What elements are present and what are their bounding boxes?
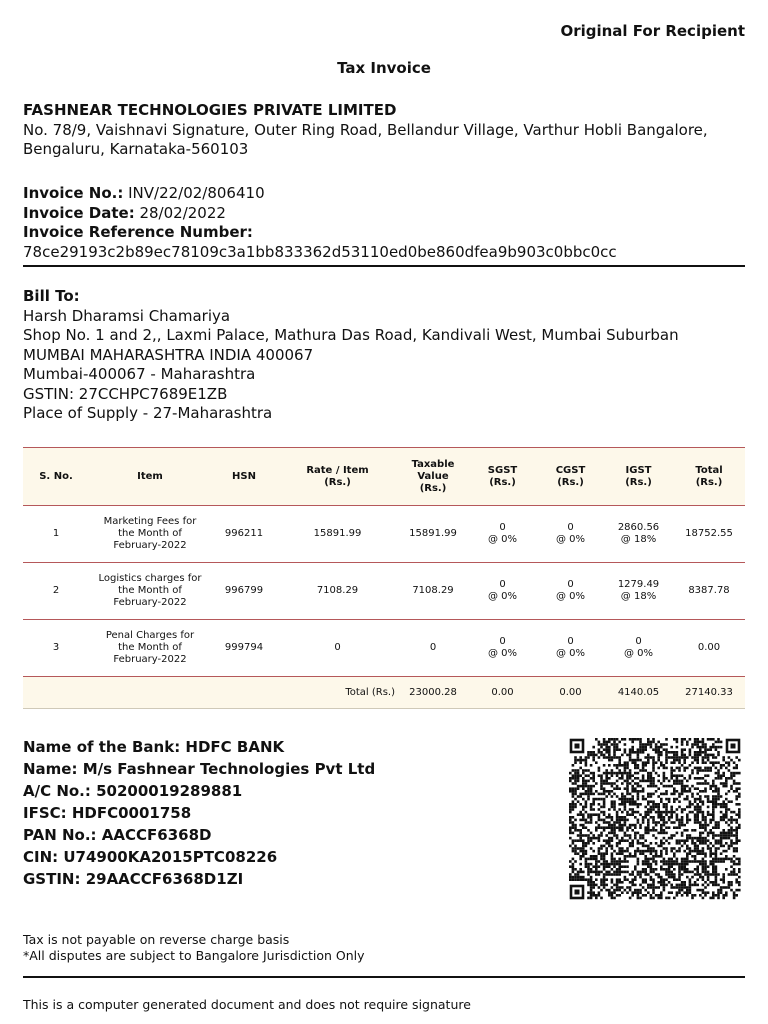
header-cgst: CGST (Rs.) [555, 464, 586, 488]
notes [23, 932, 365, 964]
footer-divider [23, 976, 745, 978]
cell-sno: 3 [23, 620, 89, 677]
column-header [277, 448, 398, 506]
seller-name: FASHNEAR TECHNOLOGIES PRIVATE LIMITED [23, 101, 397, 119]
cell-item: Logistics charges for the Month of February-2022 [89, 563, 211, 620]
qr-code-icon [569, 738, 741, 900]
invoice-date-label: Invoice Date: [23, 203, 135, 222]
divider [23, 265, 745, 267]
jurisdiction-note: *All disputes are subject to Bangalore Jurisdiction Only [23, 948, 365, 963]
column-header [398, 448, 468, 506]
cell-sgst: 0 @ 0% [468, 506, 537, 563]
bank-name: Name of the Bank: HDFC BANK [23, 738, 285, 756]
reverse-charge-note: Tax is not payable on reverse charge basis [23, 932, 290, 947]
account-name: Name: M/s Fashnear Technologies Pvt Ltd [23, 760, 376, 778]
cell-item: Marketing Fees for the Month of February-2022 [89, 506, 211, 563]
total-label-cell [23, 677, 398, 709]
items-table [23, 447, 745, 709]
cell-rate: 7108.29 [277, 563, 398, 620]
cell-sno: 1 [23, 506, 89, 563]
cell-taxable: 7108.29 [398, 563, 468, 620]
column-header [23, 448, 89, 506]
invoice-reference-number: 78ce29193c2b89ec78109c3a1bb833362d53110ed0be860dfea9b903c0bbc0cc [23, 242, 617, 261]
copy-label: Original For Recipient [560, 22, 745, 40]
customer-address-line1: Shop No. 1 and 2,, Laxmi Palace, Mathura Das Road, Kandivali West, Mumbai Suburban [23, 326, 679, 344]
cell-total: 8387.78 [673, 563, 745, 620]
cin-number: CIN: U74900KA2015PTC08226 [23, 848, 278, 866]
cell-rate: 15891.99 [277, 506, 398, 563]
total-taxable: 23000.28 [398, 677, 468, 709]
cell-cgst: 0 @ 0% [537, 563, 604, 620]
cell-sno: 2 [23, 563, 89, 620]
invoice-number-label: Invoice No.: [23, 184, 124, 202]
cell-rate: 0 [277, 620, 398, 677]
cell-hsn: 996799 [211, 563, 277, 620]
table-row [23, 620, 745, 677]
total-sgst: 0.00 [468, 677, 537, 709]
column-header [604, 448, 673, 506]
qr-code [569, 738, 741, 900]
cell-sgst: 0 @ 0% [468, 563, 537, 620]
header-sgst: SGST (Rs.) [487, 464, 518, 488]
cell-igst: 0 @ 0% [604, 620, 673, 677]
cell-sgst: 0 @ 0% [468, 620, 537, 677]
cell-taxable: 15891.99 [398, 506, 468, 563]
cell-hsn: 996211 [211, 506, 277, 563]
place-of-supply: Place of Supply - 27-Maharashtra [23, 404, 273, 422]
bill-to-label: Bill To: [23, 287, 80, 305]
total-cgst: 0.00 [537, 677, 604, 709]
invoice-details [23, 184, 748, 262]
bank-details [23, 736, 375, 890]
bill-to-block [23, 287, 748, 424]
header-rate: Rate / Item (Rs.) [306, 464, 369, 488]
total-igst: 4140.05 [604, 677, 673, 709]
cell-hsn: 999794 [211, 620, 277, 677]
seller-block [23, 101, 748, 160]
cell-total: 18752.55 [673, 506, 745, 563]
footer-note: This is a computer generated document and does not require signature [23, 997, 471, 1012]
header-hsn: HSN [232, 470, 256, 482]
invoice-date: 28/02/2022 [139, 203, 226, 222]
table-header-row [23, 448, 745, 506]
table-row [23, 506, 745, 563]
seller-address-line1: No. 78/9, Vaishnavi Signature, Outer Ring Road, Bellandur Village, Varthur Hobli Bangalore, [23, 120, 708, 139]
column-header [211, 448, 277, 506]
column-header [673, 448, 745, 506]
total-row [23, 677, 745, 709]
customer-address-line3: Mumbai-400067 - Maharashtra [23, 365, 256, 383]
cell-taxable: 0 [398, 620, 468, 677]
seller-gstin: GSTIN: 29AACCF6368D1ZI [23, 870, 244, 888]
cell-total: 0.00 [673, 620, 745, 677]
column-header [89, 448, 211, 506]
cell-cgst: 0 @ 0% [537, 620, 604, 677]
invoice-date-row [23, 204, 748, 224]
header-total: Total (Rs.) [695, 464, 723, 488]
cell-item: Penal Charges for the Month of February-2022 [89, 620, 211, 677]
header-item: Item [137, 470, 163, 482]
cell-cgst: 0 @ 0% [537, 506, 604, 563]
ifsc-code: IFSC: HDFC0001758 [23, 804, 192, 822]
pan-number: PAN No.: AACCF6368D [23, 826, 212, 844]
invoice-number: INV/22/02/806410 [128, 184, 265, 202]
invoice-number-row [23, 184, 748, 204]
cell-igst: 1279.49 @ 18% [604, 563, 673, 620]
seller-address-line2: Bengaluru, Karnataka-560103 [23, 140, 249, 158]
cell-igst: 2860.56 @ 18% [604, 506, 673, 563]
customer-name: Harsh Dharamsi Chamariya [23, 306, 231, 325]
customer-address-line2: MUMBAI MAHARASHTRA INDIA 400067 [23, 345, 314, 364]
header-taxable-value: Taxable Value (Rs.) [411, 458, 455, 494]
total-amount: 27140.33 [673, 677, 745, 709]
customer-gstin: GSTIN: 27CCHPC7689E1ZB [23, 384, 228, 403]
document-title: Tax Invoice [337, 59, 431, 77]
table-row [23, 563, 745, 620]
total-label: Total (Rs.) [345, 686, 395, 698]
column-header [537, 448, 604, 506]
column-header [468, 448, 537, 506]
invoice-reference-label: Invoice Reference Number: [23, 223, 253, 241]
account-number: A/C No.: 50200019289881 [23, 782, 243, 800]
header-igst: IGST (Rs.) [625, 464, 652, 488]
header-sno: S. No. [39, 470, 73, 482]
